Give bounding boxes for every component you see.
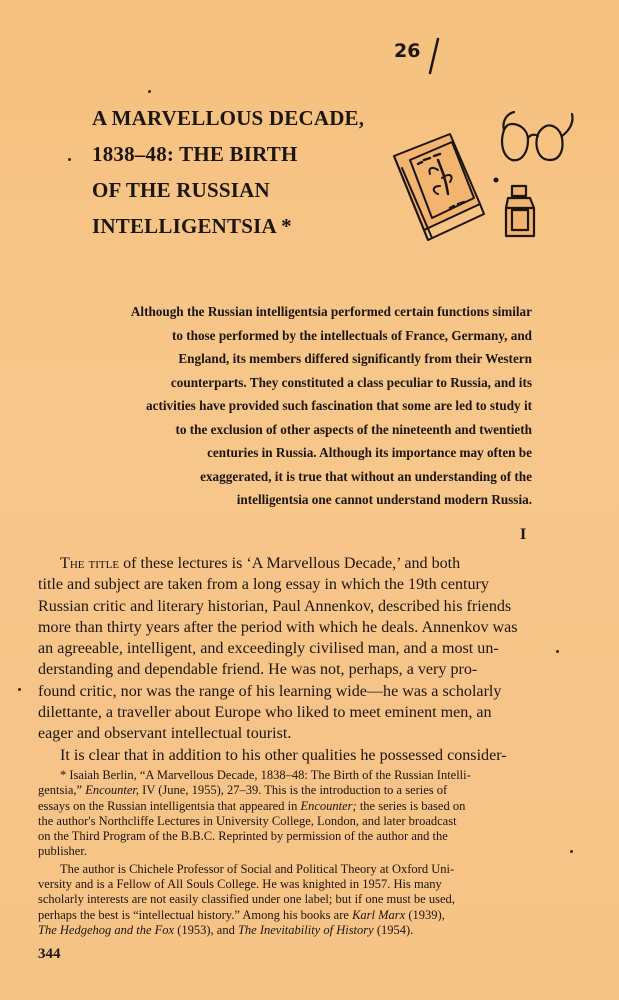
body-text xyxy=(38,553,560,766)
footnote-text: (1953), and xyxy=(174,922,238,937)
handwritten-slash-mark xyxy=(424,36,444,76)
title-line: INTELLIGENTSIA * xyxy=(92,214,292,238)
book-icon xyxy=(394,134,484,240)
footnote-text: (1954). xyxy=(373,922,414,937)
footnote-text: perhaps the best is “intellectual history.” Among his books are xyxy=(38,907,353,922)
abstract-line: Although the Russian intelligentsia performed certain functions similar xyxy=(130,304,532,319)
footnote-line: on the Third Program of the B.B.C. Reprinted by permission of the author and the xyxy=(38,829,448,844)
footnote-line: publisher. xyxy=(38,844,87,859)
eyeglasses-icon xyxy=(502,112,572,160)
paper-speck xyxy=(148,90,151,93)
footnotes xyxy=(38,768,560,938)
body-line-text: of these lectures is ‘A Marvellous Decade,’ and both xyxy=(119,555,461,572)
book-title: The Hedgehog and the Fox xyxy=(38,922,175,937)
body-line xyxy=(38,553,560,574)
journal-title: Encounter, xyxy=(85,783,140,798)
footnote-line: The author is Chichele Professor of Social and Political Theory at Oxford Uni- xyxy=(60,861,455,876)
footnote-line xyxy=(38,908,560,923)
footnote-line: * Isaiah Berlin, “A Marvellous Decade, 1838–48: The Birth of the Russian Intelli- xyxy=(60,768,471,782)
abstract-line: activities have provided such fascination that some are led to study it xyxy=(146,398,532,413)
paper-speck xyxy=(556,650,559,653)
abstract-line: England, its members differed significantly from their Western xyxy=(178,351,532,366)
title-line: 1838–48: THE BIRTH xyxy=(92,142,298,166)
footnote-text: the series is based on xyxy=(356,798,466,813)
abstract-line: counterparts. They constituted a class peculiar to Russia, and its xyxy=(170,374,532,390)
journal-title: Encounter; xyxy=(300,798,357,813)
paper-speck xyxy=(68,158,71,161)
footnote-line: the author's Northcliffe Lectures in University College, London, and later broadcast xyxy=(38,813,457,828)
book-title: The Inevitability of History xyxy=(237,922,374,937)
handwritten-page-annotation: 26 xyxy=(394,40,421,62)
article-abstract xyxy=(88,300,532,512)
footnote-line: scholarly interests are not easily classified under one label; but if one must be used, xyxy=(38,892,455,907)
abstract-line: to those performed by the intellectuals of France, Germany, and xyxy=(171,327,532,343)
inkwell-icon xyxy=(506,186,534,236)
lead-in-small-caps: The title xyxy=(60,555,120,572)
body-line: more than thirty years after the period with which he deals. Annenkov was xyxy=(38,618,518,636)
article-title xyxy=(92,100,402,244)
paper-speck xyxy=(570,850,573,853)
footnote-line xyxy=(38,799,560,814)
book-glasses-inkwell-illustration xyxy=(388,108,588,258)
body-line: Russian critic and literary historian, Paul Annenkov, described his friends xyxy=(38,597,512,615)
footnote-text: (1939), xyxy=(405,907,445,922)
abstract-line: intelligentsia one cannot understand modern Russia. xyxy=(236,492,532,507)
paper-speck xyxy=(18,688,21,691)
page-number: 344 xyxy=(38,946,61,962)
body-line: eager and observant intellectual tourist. xyxy=(38,725,292,743)
footnote-text: essays on the Russian intelligentsia that appeared in xyxy=(38,798,301,813)
abstract-line: exaggerated, it is true that without an understanding of the xyxy=(200,468,532,484)
ink-dot xyxy=(494,178,499,183)
body-line: an agreeable, intelligent, and exceedingly civilised man, and a most un- xyxy=(38,640,499,658)
body-line: derstanding and dependable friend. He was not, perhaps, a very pro- xyxy=(38,661,478,679)
body-line: dilettante, a traveller about Europe who liked to meet eminent men, an xyxy=(38,704,492,722)
abstract-line: to the exclusion of other aspects of the nineteenth and twentieth xyxy=(175,421,532,437)
title-line: A MARVELLOUS DECADE, xyxy=(92,106,365,130)
abstract-line: centuries in Russia. Although its importance may often be xyxy=(207,445,532,460)
book-title: Karl Marx xyxy=(352,907,406,922)
title-line: OF THE RUSSIAN xyxy=(92,178,270,202)
footnote-text: gentsia,” xyxy=(38,783,86,798)
footnote-line xyxy=(38,783,560,798)
body-line: found critic, nor was the range of his learning wide—he was a scholarly xyxy=(38,682,502,700)
footnote-line xyxy=(38,923,560,938)
section-numeral: I xyxy=(520,526,527,543)
body-line: It is clear that in addition to his other qualities he possessed consider- xyxy=(60,746,507,764)
body-line: title and subject are taken from a long essay in which the 19th century xyxy=(38,576,489,594)
footnote-line: versity and is a Fellow of All Souls College. He was knighted in 1957. His many xyxy=(38,877,442,892)
footnote-text: IV (June, 1955), 27–39. This is the introduction to a series of xyxy=(139,783,448,798)
